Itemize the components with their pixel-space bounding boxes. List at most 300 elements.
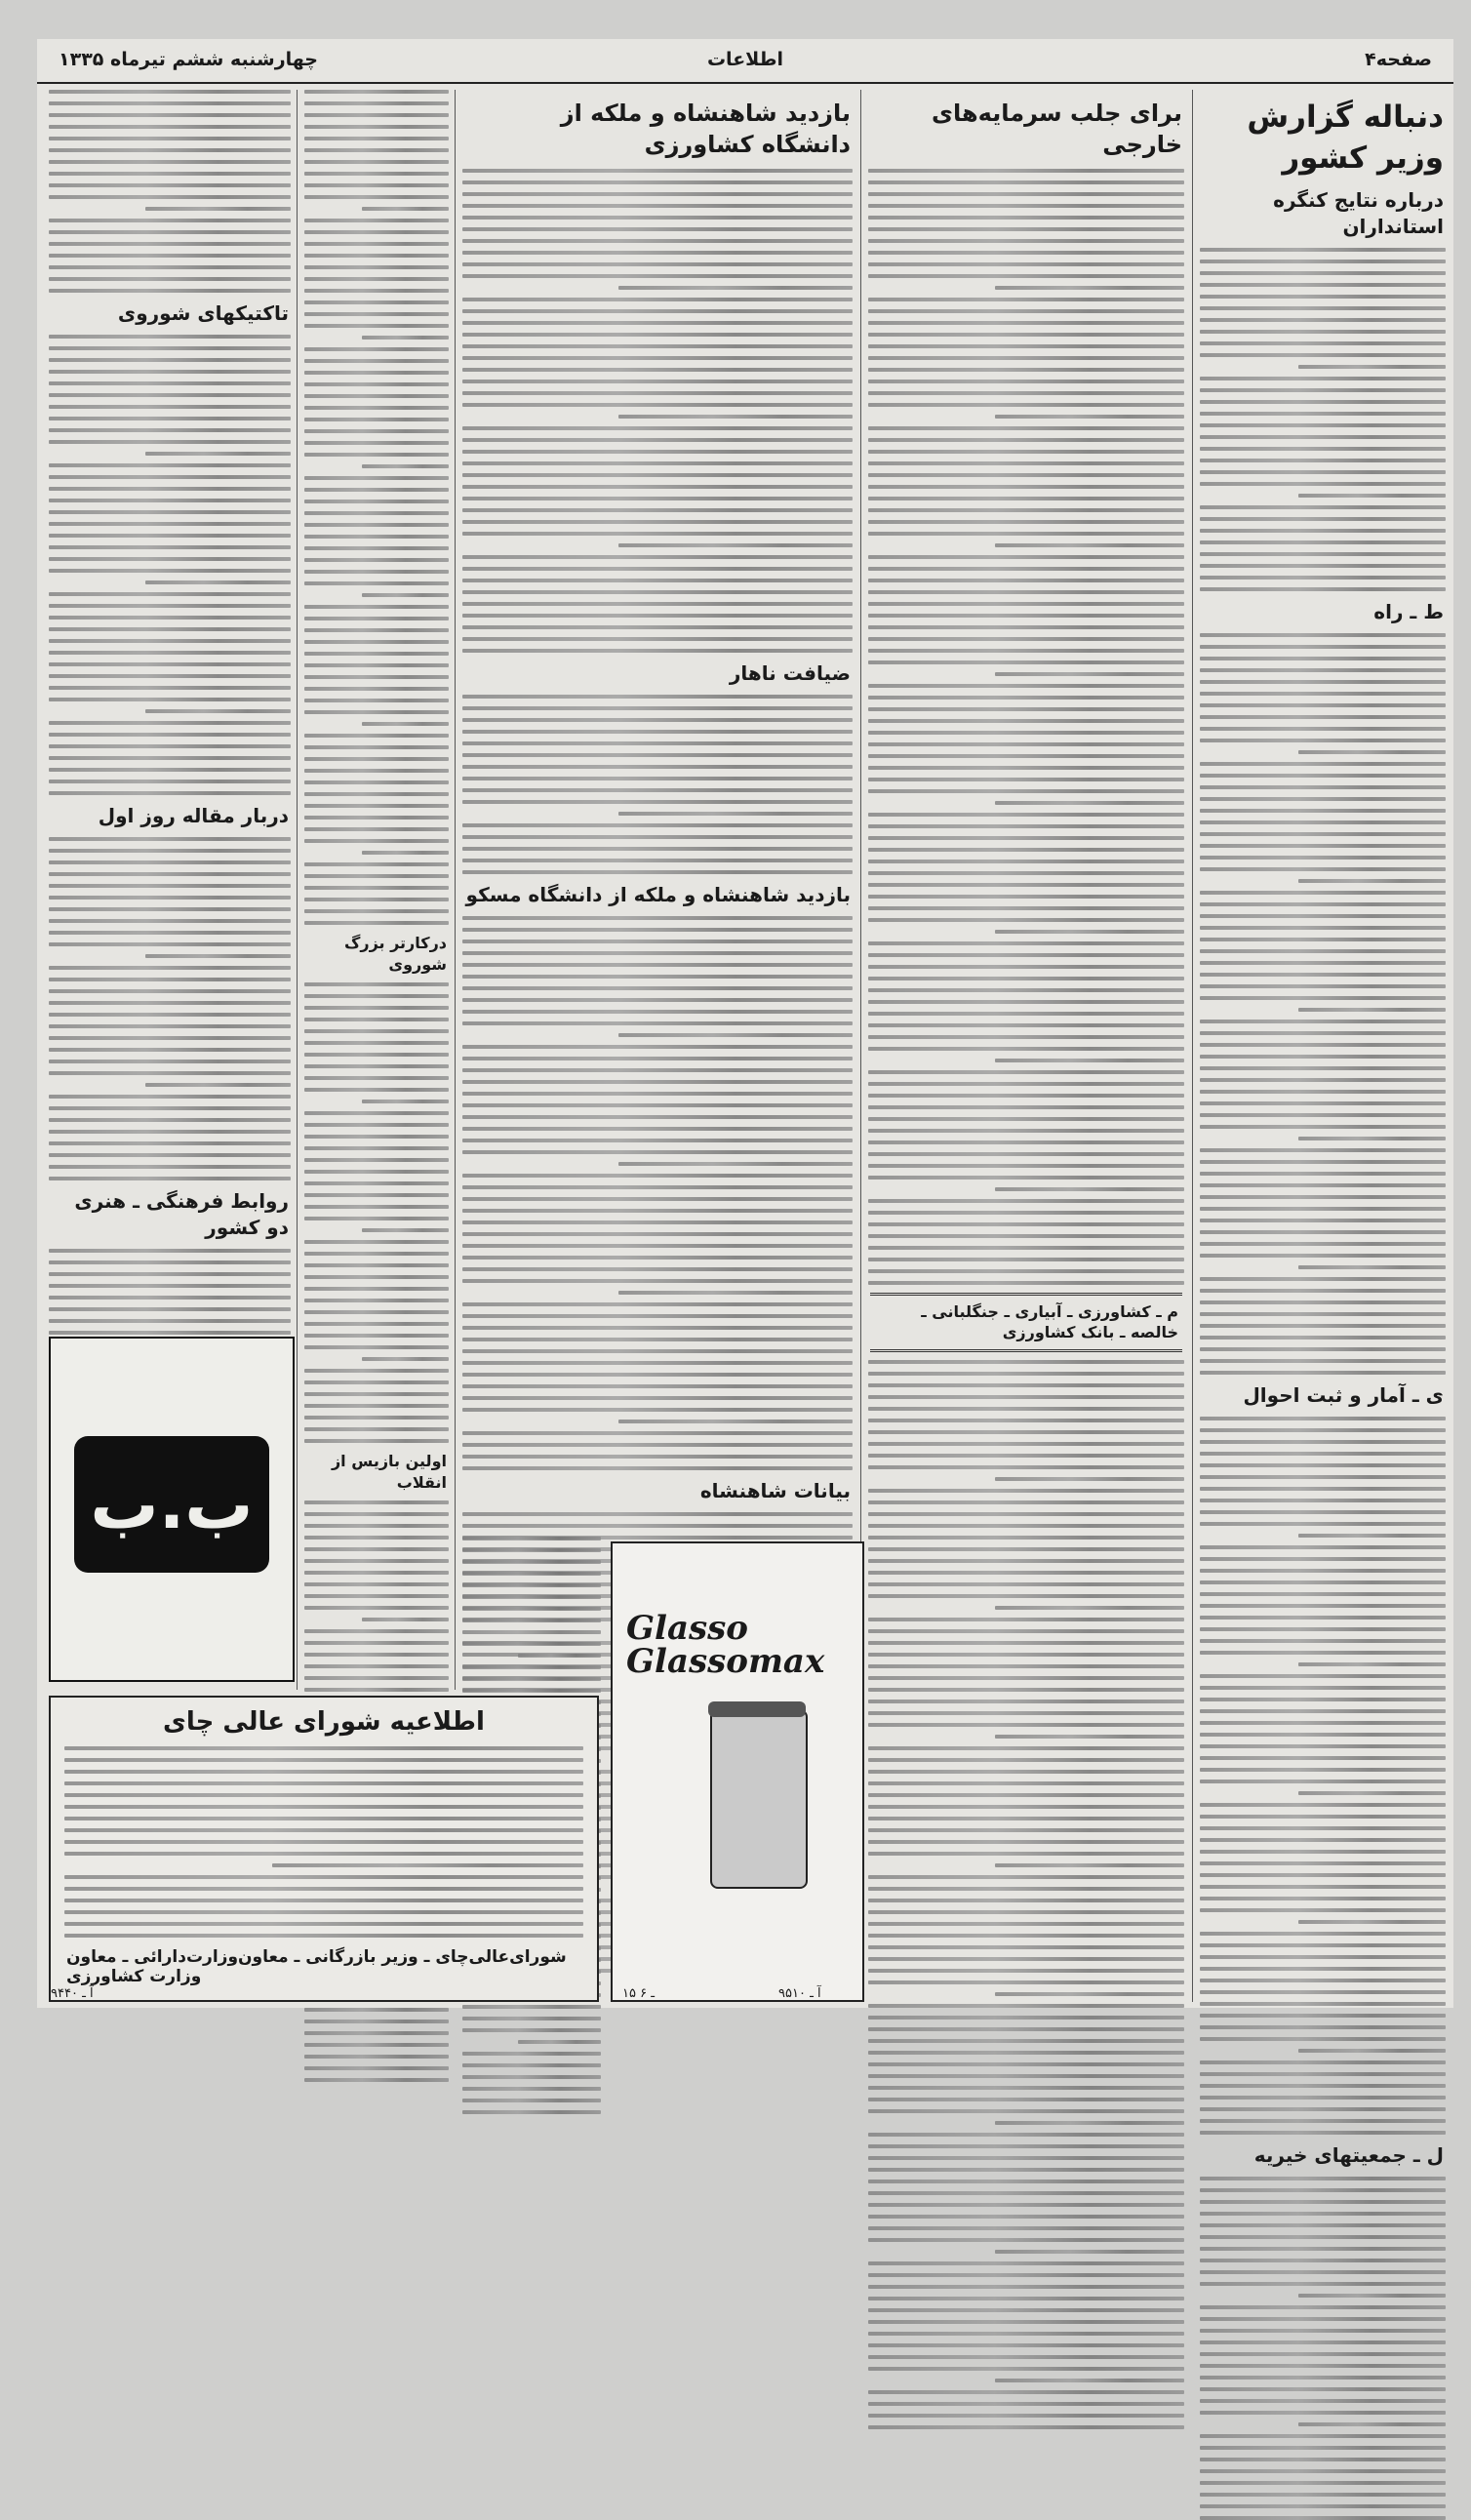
text-line [462, 998, 853, 1002]
text-line [462, 1185, 853, 1189]
text-line [868, 1594, 1184, 1598]
text-line [462, 1572, 601, 1576]
text-line [868, 1653, 1184, 1657]
text-line [1200, 1979, 1446, 1982]
text-line [868, 1887, 1184, 1891]
text-line [868, 1629, 1184, 1633]
text-line [462, 239, 853, 243]
text-line [1200, 2259, 1446, 2262]
text-line [1200, 1674, 1446, 1678]
text-line [145, 1083, 291, 1087]
text-line [1200, 482, 1446, 486]
text-line [1200, 388, 1446, 392]
text-line [49, 440, 291, 444]
text-line [868, 1875, 1184, 1879]
text-line [304, 558, 449, 562]
text-line [49, 1013, 291, 1017]
text-line [868, 2203, 1184, 2207]
text-line [304, 429, 449, 433]
text-line [304, 1322, 449, 1326]
text-line [49, 896, 291, 900]
text-line [868, 988, 1184, 992]
text-line [49, 756, 291, 760]
text-line [64, 1899, 583, 1902]
subheadline-governors-congress: درباره نتایج کنگره استانداران [1273, 187, 1444, 238]
text-line [304, 827, 449, 831]
text-line [304, 172, 449, 176]
text-line [49, 534, 291, 538]
text-line [49, 592, 291, 596]
text-line [868, 555, 1184, 559]
text-line [462, 1619, 601, 1622]
section-heading-moscow-university: بازدید شاهنشاه و ملکه از دانشگاه مسکو [465, 882, 851, 906]
text-line [49, 265, 291, 269]
text-line [304, 1559, 449, 1563]
text-line [304, 2066, 449, 2070]
text-line [49, 837, 291, 841]
text-line [868, 485, 1184, 489]
text-line [1200, 1475, 1446, 1479]
text-line [1200, 2247, 1446, 2251]
text-line [1200, 2317, 1446, 2321]
text-line [49, 242, 291, 246]
text-line [1200, 1592, 1446, 1596]
text-line [1200, 1815, 1446, 1819]
text-line [1200, 2025, 1446, 2029]
column-foreign-capital [868, 90, 1184, 2002]
text-line [868, 1000, 1184, 1004]
text-line [49, 1036, 291, 1040]
text-line [64, 1746, 583, 1750]
text-line [49, 358, 291, 362]
text-line [868, 169, 1184, 173]
text-line [462, 753, 853, 757]
text-line [995, 286, 1184, 290]
text-line [462, 1607, 601, 1611]
text-line [462, 579, 853, 582]
text-line [868, 789, 1184, 793]
text-line [304, 1111, 449, 1115]
text-line [304, 242, 449, 246]
text-line [1298, 879, 1446, 883]
text-line [868, 1512, 1184, 1516]
text-line [462, 625, 853, 629]
text-line [1200, 1897, 1446, 1900]
text-line [518, 1654, 601, 1658]
text-line [1298, 365, 1446, 369]
text-line [868, 836, 1184, 840]
text-line [868, 1571, 1184, 1575]
text-line [49, 1024, 291, 1028]
text-line [868, 602, 1184, 606]
text-line [462, 1068, 853, 1072]
text-line [868, 1129, 1184, 1133]
text-line [1200, 2223, 1446, 2227]
text-line [462, 344, 853, 348]
text-line [145, 452, 291, 456]
text-line [1200, 552, 1446, 556]
text-line [49, 113, 291, 117]
text-line [462, 1455, 853, 1459]
text-line [304, 1299, 449, 1302]
text-line [1298, 1662, 1446, 1666]
notice-text [51, 1746, 597, 1938]
text-line [462, 391, 853, 395]
text-line [1200, 2329, 1446, 2333]
text-line [304, 1676, 449, 1680]
text-line [1200, 564, 1446, 568]
text-line [868, 192, 1184, 196]
text-line [1200, 505, 1446, 509]
text-line [304, 1629, 449, 1633]
text-line [1200, 1230, 1446, 1234]
text-line [868, 1023, 1184, 1027]
text-line [49, 1319, 291, 1323]
text-line [304, 1123, 449, 1127]
text-line [462, 1373, 853, 1377]
text-line [462, 590, 853, 594]
text-line [304, 347, 449, 351]
text-line [1200, 692, 1446, 696]
text-line [1200, 856, 1446, 860]
text-line [1200, 2493, 1446, 2497]
text-line [304, 148, 449, 152]
text-line [868, 2086, 1184, 2090]
text-line [304, 745, 449, 749]
text-line [304, 137, 449, 140]
text-line [304, 1252, 449, 1256]
text-line [868, 1454, 1184, 1458]
text-line [1200, 2270, 1446, 2274]
text-line [1200, 2200, 1446, 2204]
text-line [868, 508, 1184, 512]
text-line [1200, 973, 1446, 977]
text-line [995, 543, 1184, 547]
text-line [462, 1431, 853, 1435]
text-line [1200, 1861, 1446, 1865]
text-line [868, 871, 1184, 875]
text-line [1200, 1277, 1446, 1281]
text-line [868, 1980, 1184, 1984]
beauty-product-advertisement [49, 1337, 295, 1682]
text-line [1200, 2014, 1446, 2018]
text-line [868, 1676, 1184, 1680]
text-line [462, 1115, 853, 1119]
text-line [1200, 1359, 1446, 1363]
text-line [304, 734, 449, 738]
text-line [304, 1263, 449, 1267]
text-line [49, 346, 291, 350]
text-line [304, 570, 449, 574]
text-line [304, 382, 449, 386]
text-line [304, 1641, 449, 1645]
text-line [49, 137, 291, 140]
article-text [49, 90, 291, 293]
text-line [1200, 1242, 1446, 1246]
text-line [49, 475, 291, 479]
text-line [462, 1642, 601, 1646]
text-line [64, 1910, 583, 1914]
text-line [1200, 1522, 1446, 1526]
text-line [304, 277, 449, 281]
ad-code-left: آ ـ ۹۴۴۰ [51, 1986, 94, 2001]
text-line [49, 1141, 291, 1145]
text-line [462, 497, 853, 500]
text-line [868, 1395, 1184, 1399]
text-line [868, 438, 1184, 442]
text-line [462, 951, 853, 955]
text-line [462, 1045, 853, 1049]
text-line [868, 2051, 1184, 2055]
text-line [868, 1828, 1184, 1832]
text-line [1200, 1148, 1446, 1152]
text-line [49, 931, 291, 935]
text-line [868, 1269, 1184, 1273]
text-line [462, 262, 853, 266]
text-line [304, 1205, 449, 1209]
text-line [1200, 1043, 1446, 1047]
text-line [462, 1466, 853, 1470]
text-line [49, 651, 291, 655]
text-line [304, 687, 449, 691]
text-line [1200, 1172, 1446, 1176]
text-line [49, 148, 291, 152]
text-line [49, 989, 291, 993]
article-text [1200, 633, 1446, 1375]
text-line [304, 757, 449, 761]
text-line [1200, 1604, 1446, 1608]
text-line [1298, 1265, 1446, 1269]
text-line [868, 614, 1184, 618]
text-line [1200, 1639, 1446, 1643]
text-line [304, 2008, 449, 2012]
text-line [1200, 2434, 1446, 2438]
text-line [1200, 1160, 1446, 1164]
text-line [1298, 1791, 1446, 1795]
text-line [1200, 984, 1446, 988]
text-line [49, 1284, 291, 1288]
text-line [868, 1910, 1184, 1914]
newspaper-page [37, 39, 1453, 2167]
text-line [1200, 1733, 1446, 1737]
text-line [304, 1029, 449, 1033]
text-line [304, 663, 449, 667]
text-line [304, 804, 449, 808]
text-line [868, 2273, 1184, 2277]
text-line [64, 1758, 583, 1762]
text-line [304, 1310, 449, 1314]
text-line [868, 637, 1184, 641]
text-line [462, 1279, 853, 1283]
text-line [462, 835, 853, 839]
text-line [868, 1383, 1184, 1387]
text-line [304, 605, 449, 609]
text-line [868, 1934, 1184, 1938]
text-line [462, 2028, 601, 2032]
text-line [868, 1176, 1184, 1180]
text-line [868, 262, 1184, 266]
text-line [462, 1537, 601, 1540]
text-line [462, 450, 853, 454]
text-line [462, 426, 853, 430]
text-line [64, 1840, 583, 1844]
text-line [868, 2402, 1184, 2406]
text-line [868, 1852, 1184, 1856]
text-line [868, 450, 1184, 454]
text-line [868, 1281, 1184, 1285]
text-line [1298, 1534, 1446, 1538]
ad-code-mid: آ ـ ۹۵۱۰ [778, 1986, 821, 2001]
text-line [145, 207, 291, 211]
article-text [868, 1360, 1184, 2429]
text-line [304, 1041, 449, 1045]
text-line [49, 849, 291, 853]
text-line [1200, 1289, 1446, 1293]
text-line [868, 2308, 1184, 2312]
text-line [462, 649, 853, 653]
text-line [462, 916, 853, 920]
text-line [1200, 260, 1446, 263]
text-line [304, 1158, 449, 1162]
text-line [304, 1064, 449, 1068]
text-line [618, 1291, 853, 1295]
text-line [462, 567, 853, 571]
text-line [1200, 949, 1446, 953]
text-line [49, 101, 291, 105]
text-line [49, 1331, 291, 1335]
text-line [995, 1735, 1184, 1739]
text-line [462, 1256, 853, 1260]
text-line [995, 1863, 1184, 1867]
section-heading-agriculture: م ـ کشاورزی ـ آبیاری ـ جنگلبانی ـ خالصه ـ بانک کشاورزی [870, 1293, 1182, 1352]
text-line [304, 1582, 449, 1586]
text-line [304, 780, 449, 784]
text-line [304, 324, 449, 328]
text-line [1200, 832, 1446, 836]
text-line [49, 1001, 291, 1005]
text-line [1200, 1417, 1446, 1420]
text-line [304, 453, 449, 457]
text-line [49, 744, 291, 748]
text-line [1200, 1627, 1446, 1631]
text-line [1200, 844, 1446, 848]
text-line [304, 699, 449, 702]
text-line [462, 788, 853, 792]
text-line [1200, 703, 1446, 707]
headline-interior-minister: دنباله گزارش وزیر کشور [1247, 100, 1444, 176]
text-line [462, 520, 853, 524]
headline-royal-visit: بازدید شاهنشاه و ملکه از دانشگاه کشاورزی [560, 100, 851, 159]
text-line [1200, 1557, 1446, 1561]
text-line [49, 768, 291, 772]
text-line [868, 1922, 1184, 1926]
text-line [868, 977, 1184, 980]
text-line [868, 309, 1184, 313]
text-line [868, 473, 1184, 477]
text-line [868, 2180, 1184, 2183]
text-line [462, 298, 853, 301]
text-line [868, 1372, 1184, 1376]
text-line [995, 1059, 1184, 1062]
text-line [304, 2043, 449, 2047]
text-line [1298, 2294, 1446, 2298]
text-line [462, 706, 853, 710]
text-line [304, 312, 449, 316]
text-line [145, 954, 291, 958]
text-line [1200, 820, 1446, 824]
text-line [868, 2215, 1184, 2219]
text-line [868, 696, 1184, 700]
text-line [462, 718, 853, 722]
text-line [868, 1688, 1184, 1692]
text-line [1200, 1698, 1446, 1701]
text-line [1200, 2212, 1446, 2216]
text-line [304, 254, 449, 258]
text-line [1200, 1347, 1446, 1351]
text-line [868, 1711, 1184, 1715]
text-line [462, 169, 853, 173]
tea-council-notice [49, 1696, 599, 2002]
text-line [304, 1594, 449, 1598]
text-line [304, 219, 449, 222]
text-line [64, 1805, 583, 1809]
text-line [462, 1209, 853, 1213]
text-line [868, 532, 1184, 536]
text-line [868, 1360, 1184, 1364]
text-line [304, 1500, 449, 1504]
text-line [868, 2226, 1184, 2230]
text-line [49, 639, 291, 643]
text-line [618, 1162, 853, 1166]
text-line [868, 321, 1184, 325]
text-line [462, 192, 853, 196]
text-line [1200, 1932, 1446, 1936]
page-number: صفحه۴ [1365, 49, 1432, 70]
text-line [1200, 576, 1446, 580]
text-line [462, 356, 853, 360]
text-line [1200, 657, 1446, 660]
text-line [49, 335, 291, 339]
text-line [1200, 2072, 1446, 2076]
text-line [1200, 1651, 1446, 1655]
text-line [1200, 891, 1446, 895]
text-line [868, 1700, 1184, 1703]
text-line [868, 848, 1184, 852]
text-line [462, 1630, 601, 1634]
text-line [462, 1103, 853, 1107]
text-line [462, 2087, 601, 2091]
text-line [49, 125, 291, 129]
text-line [304, 523, 449, 527]
text-line [304, 652, 449, 656]
text-line [995, 672, 1184, 676]
text-line [304, 90, 449, 94]
text-line [462, 940, 853, 943]
text-line [304, 1392, 449, 1396]
text-line [618, 812, 853, 816]
text-line [868, 2039, 1184, 2043]
text-line [304, 909, 449, 913]
text-line [304, 476, 449, 480]
text-line [49, 219, 291, 222]
text-line [868, 2343, 1184, 2347]
text-line [868, 1070, 1184, 1074]
text-line [49, 254, 291, 258]
text-line [1200, 739, 1446, 742]
text-line [1298, 2422, 1446, 2426]
text-line [462, 1021, 853, 1025]
text-line [462, 2052, 601, 2056]
